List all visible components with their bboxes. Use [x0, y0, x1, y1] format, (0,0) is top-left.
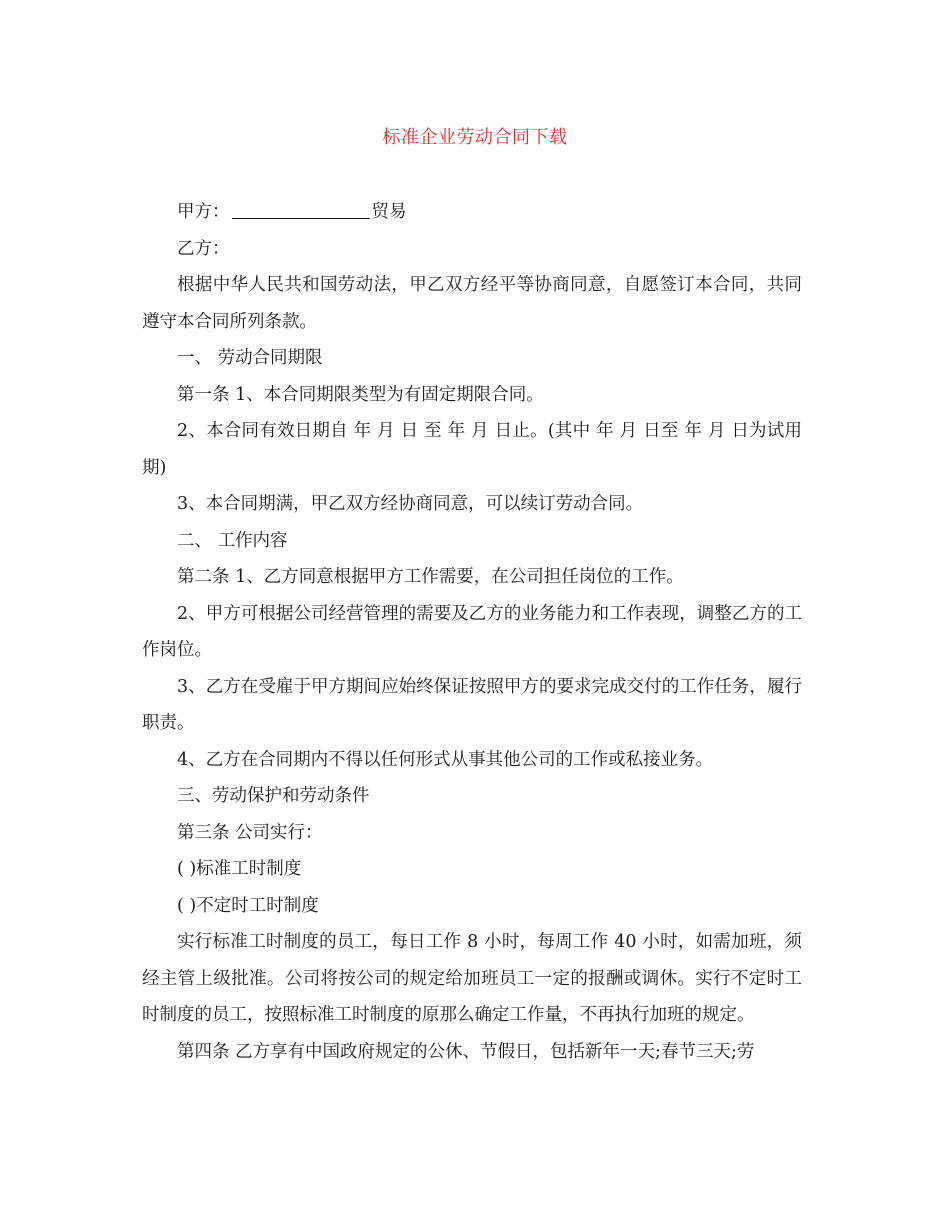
- section-heading: 一、 劳动合同期限: [177, 348, 323, 368]
- paragraph: 实行标准工时制度的员工，每日工作 8 小时，每周工作 40 小时，如需加班，须经主管上级批准。公司将按公司的规定给加班员工一定的报酬或调休。实行不定时工时制度的员工，按照标准工时制度的原那么确定工作量，不再执行加班的规定。: [142, 932, 802, 1025]
- paragraph: 3、本合同期满，甲乙双方经协商同意，可以续订劳动合同。: [177, 494, 644, 514]
- section-heading: 三、劳动保护和劳动条件: [177, 786, 370, 806]
- party-a-blank: [232, 198, 370, 219]
- party-a-suffix: 贸易: [371, 202, 407, 222]
- checkbox-option: ( )标准工时制度: [177, 859, 302, 879]
- paragraph: 第二条 1、乙方同意根据甲方工作需要，在公司担任岗位的工作。: [177, 567, 684, 587]
- paragraph: 第三条 公司实行：: [177, 822, 323, 843]
- section-heading: 二、 工作内容: [177, 530, 288, 551]
- paragraph: 2、本合同有效日期自 年 月 日 至 年 月 日止。(其中 年 月 日至 年 月 日为试用期): [142, 421, 802, 478]
- paragraph: 3、乙方在受雇于甲方期间应始终保证按照甲方的要求完成交付的工作任务，履行职责。: [142, 676, 802, 733]
- paragraph: 2、甲方可根据公司经营管理的需要及乙方的业务能力和工作表现，调整乙方的工作岗位。: [142, 603, 802, 660]
- document-body: [142, 194, 802, 1070]
- paragraph: 根据中华人民共和国劳动法，甲乙双方经平等协商同意，自愿签订本合同，共同遵守本合同所列条款。: [142, 275, 802, 332]
- party-a-line: [142, 194, 802, 231]
- document-title: 标准企业劳动合同下载: [382, 127, 568, 148]
- party-b-line: [142, 231, 802, 268]
- party-b-label: 乙方：: [177, 238, 230, 259]
- paragraph: 第四条 乙方享有中国政府规定的公休、节假日，包括新年一天;春节三天;劳: [177, 1041, 755, 1062]
- checkbox-option: ( )不定时工时制度: [177, 895, 319, 916]
- paragraph: 第一条 1、本合同期限类型为有固定期限合同。: [177, 384, 544, 405]
- party-a-label: 甲方：: [177, 202, 230, 222]
- paragraph: 4、乙方在合同期内不得以任何形式从事其他公司的工作或私接业务。: [177, 749, 714, 770]
